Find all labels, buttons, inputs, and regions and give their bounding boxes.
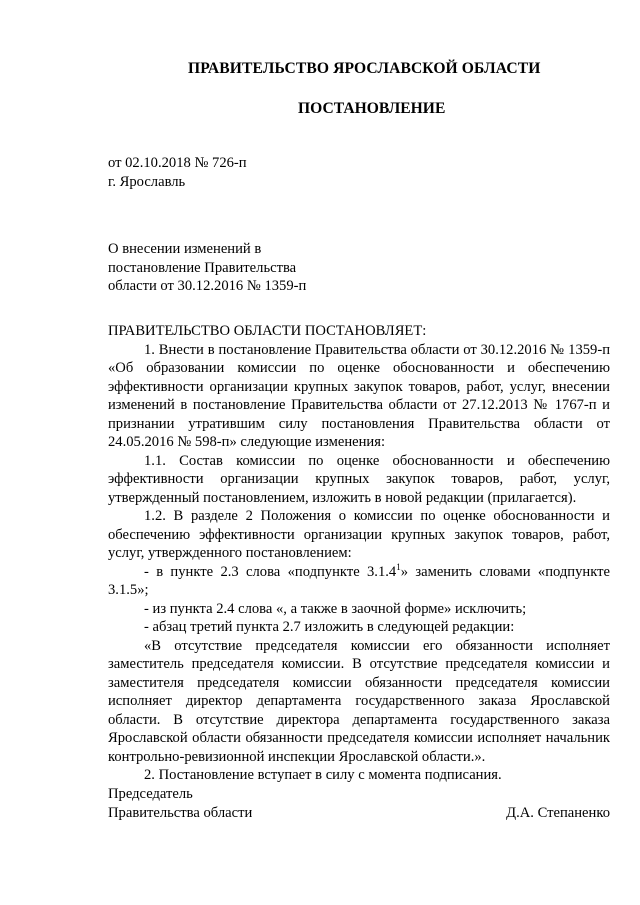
paragraph-1: 1. Внести в постановление Правительства области от 30.12.2016 № 1359-п «Об образовании комиссии по оценке обоснованности и обеспечению эффективности организации крупных закупок товаров, работ, услуг, внесении изменений в постановление Правительства области от 27.12.2013 № 1767-п и признании утратившим силу постановления Правительства области от 24.05.2016 № 598-п» следующие изменения: xyxy=(108,341,610,450)
signature-title-1: Председатель xyxy=(108,786,193,802)
quoted-text: «В отсутствие председателя комиссии его обязанности исполняет заместитель председателя комиссии. В отсутствие председателя комиссии и заместителя председателя комиссии обязанности председателя комиссии исполняет директор департамента государственного заказа Ярославской области. В отсутствие директора департамента государственного заказа Ярославской области обязанности председателя комиссии исполняет начальник контрольно-ревизионной инспекции Ярославской области.». xyxy=(108,637,610,765)
footnote-superscript: 1 xyxy=(396,561,401,572)
document-subject xyxy=(108,240,306,296)
paragraph-2: 2. Постановление вступает в силу с момента подписания. xyxy=(144,767,502,783)
date-number: от 02.10.2018 № 726-п xyxy=(108,155,247,171)
list-item-1 xyxy=(108,563,610,600)
government-title: ПРАВИТЕЛЬСТВО ЯРОСЛАВСКОЙ ОБЛАСТИ xyxy=(188,60,541,77)
list-item-3: - абзац третий пункта 2.7 изложить в следующей редакции: xyxy=(144,619,515,635)
document-meta xyxy=(108,154,247,191)
document-body xyxy=(108,322,610,785)
signature-title-2: Правительства области xyxy=(108,804,253,821)
subject-line-3: области от 30.12.2016 № 1359-п xyxy=(108,278,307,294)
subject-line-2: постановление Правительства xyxy=(108,259,297,276)
paragraph-1-1: 1.1. Состав комиссии по оценке обоснованности и обеспечению эффективности организации крупных закупок товаров, работ, услуг, утвержденный постановлением, изложить в новой редакции (прилагается). xyxy=(108,452,610,506)
document-type: ПОСТАНОВЛЕНИЕ xyxy=(298,100,446,117)
city: г. Ярославль xyxy=(108,173,186,190)
signature-title-line-2 xyxy=(108,804,610,823)
paragraph-1-2: 1.2. В разделе 2 Положения о комиссии по оценке обоснованности и обеспечению эффективности организации крупных закупок товаров, работ, услуг, утвержденного постановлением: xyxy=(108,508,610,561)
list-item-1-prefix: - в пункте 2.3 слова «подпункте 3.1.4 xyxy=(144,563,397,580)
signature-title-line-1 xyxy=(108,785,610,804)
signature-block xyxy=(108,785,610,822)
signatory-name: Д.А. Степаненко xyxy=(506,804,610,821)
list-item-2: - из пункта 2.4 слова «, а также в заочной форме» исключить; xyxy=(144,600,527,617)
decree-heading: ПРАВИТЕЛЬСТВО ОБЛАСТИ ПОСТАНОВЛЯЕТ: xyxy=(108,323,427,339)
list-item-1-suffix: » заменить словами «подпункте 3.1.5»; xyxy=(108,563,610,598)
subject-line-1: О внесении изменений в xyxy=(108,241,262,257)
